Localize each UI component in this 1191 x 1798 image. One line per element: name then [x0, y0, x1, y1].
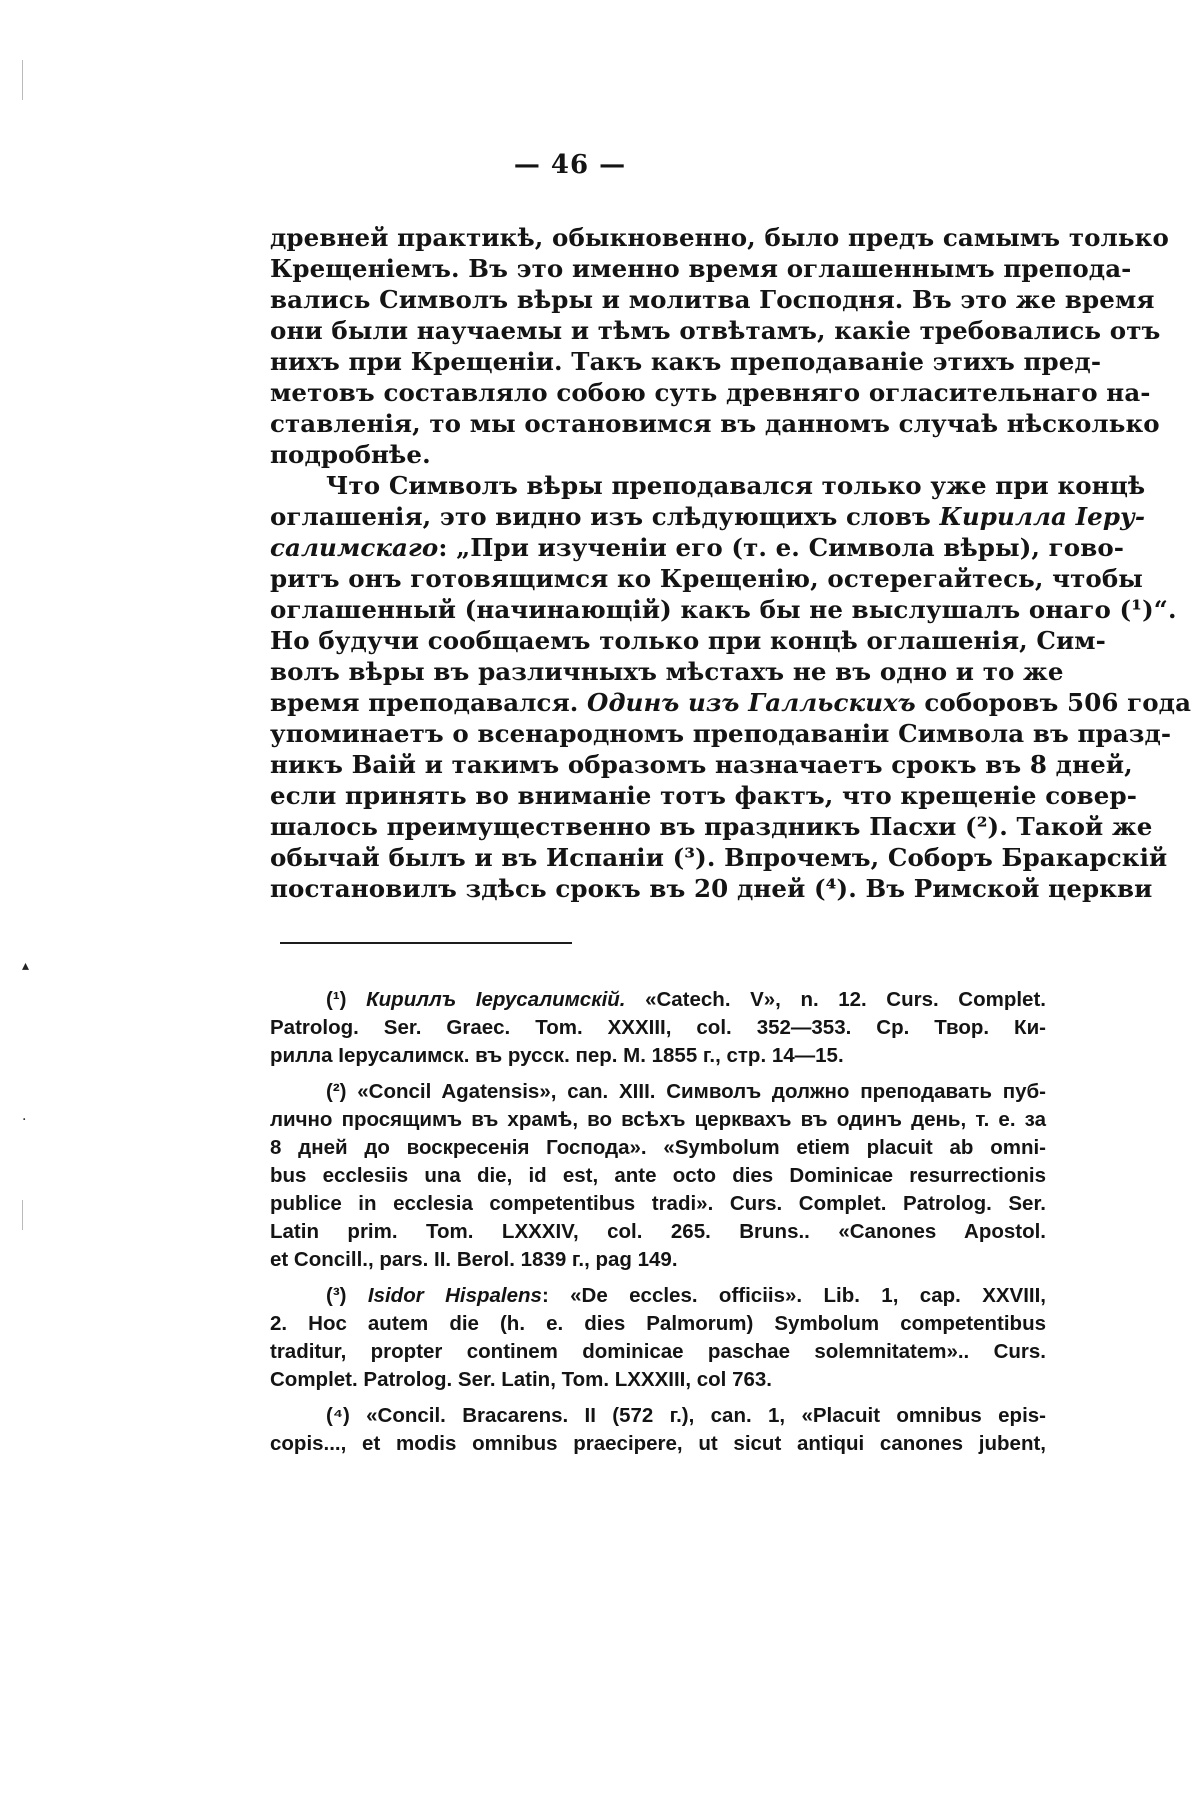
- text-segment: (²) «Concil Agatensis», can. XIII. Символъ должно преподавать пуб-: [326, 1080, 1046, 1103]
- text-segment: Что Символъ вѣры преподавался только уже при концѣ: [326, 471, 1146, 500]
- page-number: — 46 —: [513, 150, 627, 180]
- text-line: [270, 687, 1191, 718]
- main-text: [270, 222, 1191, 904]
- text-line: волъ вѣры въ различныхъ мѣстахъ не въ одно и то же: [270, 657, 1064, 686]
- text-line: упоминаетъ о всенародномъ преподаваніи Символа въ празд-: [270, 719, 1172, 748]
- footnote-line: et Concill., pars. II. Berol. 1839 г., pag 149.: [270, 1248, 678, 1271]
- text-segment: (⁴) «Concil. Bracarens. II (572 г.), can. 1, «Placuit omnibus epis-: [326, 1404, 1046, 1427]
- footnote-line: лично просящимъ въ храмѣ, во всѣхъ церквахъ въ одинъ день, т. е. за: [270, 1108, 1046, 1131]
- text-line: подробнѣе.: [270, 440, 431, 469]
- text-line: они были научаемы и тѣмъ отвѣтамъ, какіе требовались отъ: [270, 316, 1161, 345]
- footnote-line: Latin prim. Tom. LXXXIV, col. 265. Bruns.. «Canones Apostol.: [270, 1220, 1046, 1243]
- footnote-line: publice in ecclesia competentibus tradi». Curs. Complet. Patrolog. Ser.: [270, 1192, 1046, 1215]
- text-line: [270, 532, 1125, 563]
- italic-phrase: Одинъ изъ Галльскихъ: [587, 688, 916, 717]
- footnote-line: [270, 986, 1046, 1014]
- text-segment: : «De eccles. officiis». Lib. 1, cap. XXVIII,: [541, 1284, 1047, 1307]
- footnotes: [270, 986, 1046, 1458]
- text-line: Крещеніемъ. Въ это именно время оглашеннымъ препода-: [270, 254, 1132, 283]
- text-line: если принять во вниманіе тотъ фактъ, что крещеніе совер-: [270, 781, 1137, 810]
- scan-mark: ·: [22, 1112, 27, 1128]
- text-segment: время преподавался.: [270, 688, 588, 717]
- footnote-line: copis..., et modis omnibus praecipere, ut sicut antiqui canones jubent,: [270, 1432, 1046, 1455]
- text-line: [270, 501, 1146, 532]
- text-line: [270, 470, 1146, 501]
- text-line: вались Символъ вѣры и молитва Господня. Въ это же время: [270, 285, 1155, 314]
- text-segment: «Catech. V», n. 12. Curs. Complet.: [625, 988, 1046, 1011]
- text-line: обычай былъ и въ Испаніи (³). Впрочемъ, Соборъ Бракарскій: [270, 843, 1168, 872]
- text-segment: соборовъ 506 года: [915, 688, 1191, 717]
- text-line: постановилъ здѣсь срокъ въ 20 дней (⁴). Въ Римской церкви: [270, 874, 1153, 903]
- text-line: ритъ онъ готовящимся ко Крещенію, остерегайтесь, чтобы: [270, 564, 1143, 593]
- footnote-line: traditur, propter continem dominicae paschae solemnitatem».. Curs.: [270, 1340, 1046, 1363]
- author-name: Isidor Hispalens: [367, 1284, 542, 1307]
- text-line: Но будучи сообщаемъ только при концѣ оглашенія, Сим-: [270, 626, 1106, 655]
- text-line: нихъ при Крещеніи. Такъ какъ преподаваніе этихъ пред-: [270, 347, 1102, 376]
- text-line: никъ Ваій и такимъ образомъ назначаетъ срокъ въ 8 дней,: [270, 750, 1133, 779]
- footnote-line: [270, 1402, 1046, 1430]
- scan-edge-line: [22, 60, 23, 100]
- footnote-line: Complet. Patrolog. Ser. Latin, Tom. LXXXIII, col 763.: [270, 1368, 772, 1391]
- footnote-line: Patrolog. Ser. Graec. Tom. XXXIII, col. 352—353. Ср. Твор. Ки-: [270, 1016, 1046, 1039]
- scan-mark: ▴: [22, 958, 30, 974]
- text-line: ставленія, то мы остановимся въ данномъ случаѣ нѣсколько: [270, 409, 1160, 438]
- text-line: оглашенный (начинающій) какъ бы не выслушалъ онаго (¹)“.: [270, 595, 1177, 624]
- footnote-line: рилла Іерусалимск. въ русск. пер. М. 1855 г., стр. 14—15.: [270, 1044, 844, 1067]
- author-name: Кириллъ Іерусалимскій.: [366, 988, 626, 1011]
- author-name: салимскаго: [270, 533, 439, 562]
- author-name: Кирилла Іеру-: [939, 502, 1146, 531]
- text-line: древней практикѣ, обыкновенно, было предъ самымъ только: [270, 223, 1169, 252]
- scan-edge-line: [22, 1200, 23, 1230]
- text-line: метовъ составляло собою суть древняго огласительнаго на-: [270, 378, 1151, 407]
- footnote-marker: (³): [326, 1284, 368, 1307]
- footnote-line: [270, 1282, 1046, 1310]
- text-line: шалось преимущественно въ праздникъ Пасхи (²). Такой же: [270, 812, 1153, 841]
- text-segment: оглашенія, это видно изъ слѣдующихъ словъ: [270, 502, 940, 531]
- footnote-line: [270, 1078, 1046, 1106]
- footnote-line: 8 дней до воскресенія Господа». «Symbolum etiem placuit ab omni-: [270, 1136, 1046, 1159]
- footnote-marker: (¹): [326, 988, 367, 1011]
- footnote-line: 2. Hoc autem die (h. e. dies Palmorum) Symbolum competentibus: [270, 1312, 1046, 1335]
- text-segment: : „При изученіи его (т. е. Символа вѣры), гово-: [438, 533, 1125, 562]
- footnote-divider: [280, 942, 572, 944]
- footnote-line: bus ecclesiis una die, id est, ante octo dies Dominicae resurrectionis: [270, 1164, 1046, 1187]
